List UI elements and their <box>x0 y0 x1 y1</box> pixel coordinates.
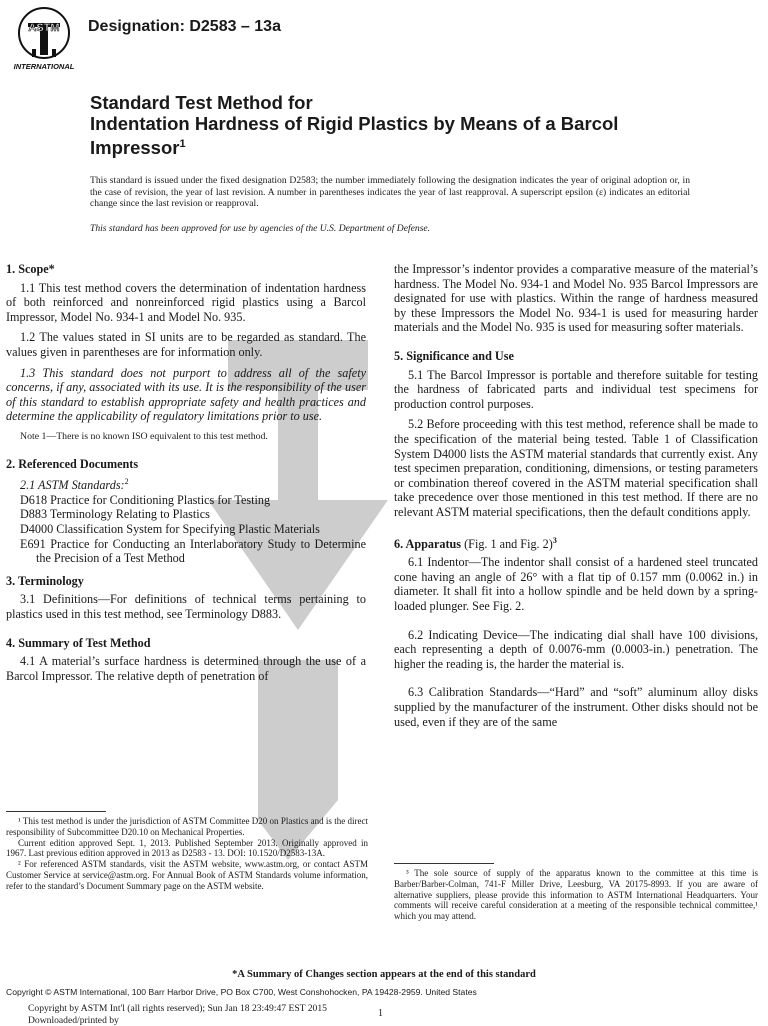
section-4-heading: 4. Summary of Test Method <box>6 635 151 650</box>
svg-text:ASTM: ASTM <box>28 22 60 34</box>
para-1-2: 1.2 The values stated in SI units are to be regarded as standard. The values given in parentheses are for information only. <box>6 330 366 359</box>
para-1-3: 1.3 This standard does not purport to address all of the safety concerns, if any, associated with its use. It is the responsibility of the user of this standard to establish appropriate safety and health practices and determine the applicability of regulatory limitations prior to use. <box>6 365 366 424</box>
footnote-3: ³ The sole source of supply of the apparatus known to the committee at this time is Barber/Barber-Colman, 741-F Miller Drive, Leesburg, VA 20175-8993. If you are aware of alternative suppliers, please provide this information to ASTM International Headquarters. Your comments will receive careful consideration at a meeting of the responsible technical committee,¹ which you may attend. <box>394 868 758 922</box>
footnote-2: ² For referenced ASTM standards, visit the ASTM website, www.astm.org, or contact ASTM Customer Service at service@astm.org. For Annual Book of ASTM Standards volume information, refer to the standard’s Document Summary page on the ASTM website. <box>6 859 368 891</box>
ref-d4000: D4000 Classification System for Specifying Plastic Materials <box>20 521 320 536</box>
title-line-2: Indentation Hardness of Rigid Plastics by Means of a Barcol <box>90 113 619 134</box>
section-5-heading: 5. Significance and Use <box>394 348 514 363</box>
title-footnote-mark: 1 <box>179 138 186 150</box>
para-5-2: 5.2 Before proceeding with this test method, reference shall be made to the specification of the material being tested. Table 1 of Classification System D4000 lists the ASTM material standards that currently exist. Any test specimen preparation, conditioning, dimensions, or testing parameters or combination thereof covered in the ASTM material specification shall take precedence over those mentioned in this test method. If there are no relevant ASTM material specifications, then the default conditions apply. <box>394 417 758 519</box>
footnote-ref-3: 3 <box>552 535 557 545</box>
footnote-ref-2: 2 <box>124 477 129 487</box>
footnote-1a: ¹ This test method is under the jurisdiction of ASTM Committee D20 on Plastics and is the direct responsibility of Subcommittee D20.10 on Mechanical Properties. <box>6 816 368 837</box>
footnote-rule-right <box>394 863 494 864</box>
left-column <box>6 262 366 689</box>
ref-e691: E691 Practice for Conducting an Interlaboratory Study to Determine the Precision of a Test Method <box>20 536 366 566</box>
section-2-heading: 2. Referenced Documents <box>6 456 139 471</box>
ref-d618: D618 Practice for Conditioning Plastics for Testing <box>20 492 271 507</box>
copyright-line: Copyright © ASTM International, 100 Barr Harbor Drive, PO Box C700, West Conshohocken, PA 19428-2959. United States <box>6 987 477 997</box>
right-column <box>394 262 758 735</box>
title-line-3: Impressor$^1$ <box>90 137 186 159</box>
para-1-1: 1.1 This test method covers the determination of indentation hardness of both reinforced and nonreinforced rigid plastics using a Barcol Impressor, Model No. 934-1 and Model No. 935. <box>6 280 366 324</box>
section-1-heading: 1. Scope* <box>6 262 55 276</box>
downloaded-line: Downloaded/printed by <box>28 1015 119 1026</box>
section-6-heading: 6. Apparatus (Fig. 1 and Fig. 2)$^3$ <box>394 535 557 551</box>
para-6-3: 6.3 Calibration Standards—“Hard” and “soft” aluminum alloy disks supplied by the manufacturer of the instrument. Other disks should not be used, even if they are of the same <box>394 685 758 729</box>
issuance-statement: This standard is issued under the fixed designation D2583; the number immediately following the designation indicates the year of original adoption or, in the case of revision, the year of last revision. A number in parentheses indicates the year of last reapproval. A superscript epsilon (ε) indicates an editorial change since the last revision or reapproval. <box>90 175 690 209</box>
ref-d883: D883 Terminology Relating to Plastics <box>20 507 210 522</box>
dod-statement: This standard has been approved for use by agencies of the U.S. Department of Defense. <box>90 223 431 234</box>
svg-text:INTERNATIONAL: INTERNATIONAL <box>13 62 75 71</box>
footnotes-right <box>394 868 758 922</box>
summary-of-changes-note: *A Summary of Changes section appears at the end of this standard <box>232 969 536 980</box>
para-2-1: 2.1 ASTM Standards:$^2$ <box>20 477 129 493</box>
designation: Designation: D2583 – 13a <box>88 18 281 35</box>
para-4-1-continued: the Impressor’s indentor provides a comparative measure of the material’s hardness. The Model No. 934-1 and Model No. 935 Barcol Impressors are designated for use with plastics. Within the range of hardness measured by these Impressors the Model No. 934-1 is used for measuring harder materials and the Model No. 935 is used for measuring softer materials. <box>394 262 758 335</box>
para-3-1: 3.1 Definitions—For definitions of technical terms pertaining to plastics used in this test method, see Terminology D883. <box>6 592 366 621</box>
page-number: 1 <box>378 1008 383 1019</box>
footnotes-left <box>6 816 368 892</box>
document-title <box>90 92 730 158</box>
footnote-rule-left <box>6 811 106 812</box>
section-3-heading: 3. Terminology <box>6 573 84 588</box>
para-6-1: 6.1 Indentor—The indentor shall consist of a hardened steel truncated cone having an angle of 26° with a flat tip of 0.157 mm (0.0062 in.) in diameter. It shall fit into a hollow spindle and be held down by a spring-loaded plunger. See Fig. 2. <box>394 555 758 613</box>
title-line-1: Standard Test Method for <box>90 92 313 113</box>
note-1: Note 1—There is no known ISO equivalent to this test method. <box>20 430 268 442</box>
para-4-1: 4.1 A material’s surface hardness is determined through the use of a Barcol Impressor. The relative depth of penetration of <box>6 654 366 683</box>
para-6-2: 6.2 Indicating Device—The indicating dial shall have 100 divisions, each representing a depth of 0.0076-mm (0.0003-in.) penetration. The higher the reading is, the harder the material is. <box>394 627 758 671</box>
para-5-1: 5.1 The Barcol Impressor is portable and therefore suitable for testing the hardness of fabricated parts and individual test specimens for production control purposes. <box>394 367 758 411</box>
footnote-1b: Current edition approved Sept. 1, 2013. Published September 2013. Originally approved in 1967. Last previous edition approved in 2013 as D2583 - 13. DOI: 10.1520/D2583-13A. <box>6 837 368 859</box>
copyright-watermark-line: Copyright by ASTM Int'l (all rights reserved); Sun Jan 18 23:49:47 EST 2015 <box>28 1003 327 1014</box>
astm-logo <box>8 5 80 71</box>
